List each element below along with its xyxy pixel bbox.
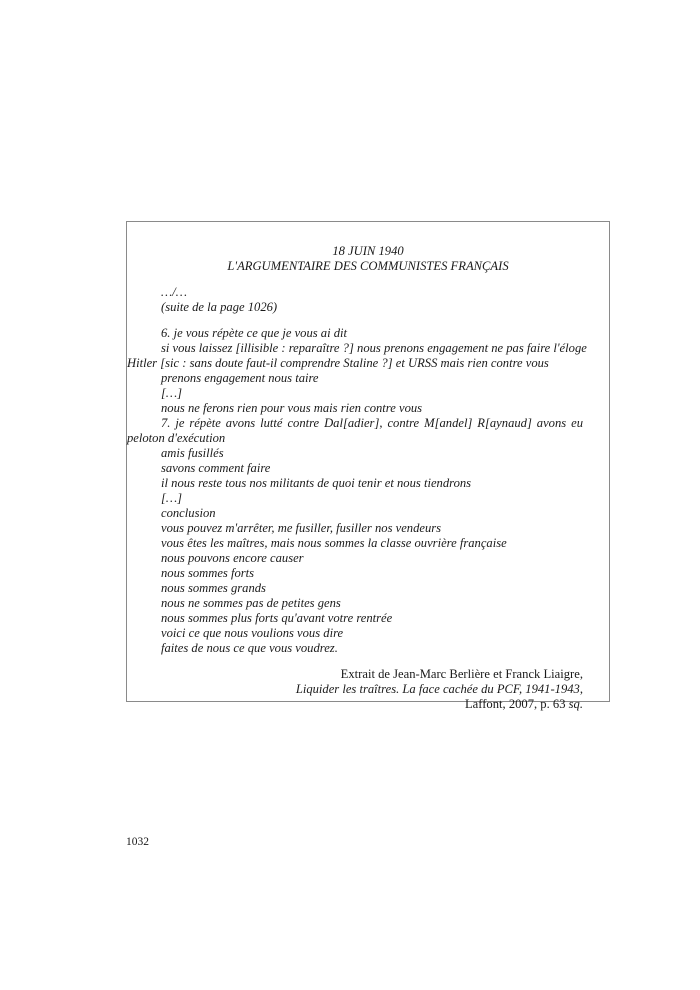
- text-line: nous ne sommes pas de petites gens: [161, 596, 341, 610]
- source-comma: ,: [579, 682, 583, 696]
- source-citation-line-2: [296, 682, 583, 697]
- text-line: amis fusillés: [161, 446, 224, 460]
- text-line: nous sommes forts: [161, 566, 255, 580]
- text-line: il nous reste tous nos militants de quoi tenir et nous tiendrons: [161, 476, 472, 490]
- text-line: vous pouvez m'arrêter, me fusiller, fusiller nos vendeurs: [161, 521, 442, 535]
- text-line: nous pouvons encore causer: [161, 551, 304, 565]
- source-citation-line-3: [465, 697, 583, 712]
- text-line: nous ne ferons rien pour vous mais rien contre vous: [161, 401, 423, 415]
- text-line: nous sommes plus forts qu'avant votre rentrée: [161, 611, 393, 625]
- continued-marker: …/…: [161, 285, 187, 299]
- text-line: […]: [161, 386, 182, 400]
- text-line: Hitler [sic : sans doute faut-il comprendre Staline ?] et URSS mais rien contre vous: [127, 356, 549, 370]
- document-date: 18 JUIN 1940: [332, 244, 404, 258]
- text-line: voici ce que nous voulions vous dire: [161, 626, 344, 640]
- text-line: prenons engagement nous taire: [161, 371, 319, 385]
- source-publisher: Laffont, 2007, p. 63: [464, 697, 569, 711]
- source-citation-line-1: Extrait de Jean-Marc Berlière et Franck Liaigre,: [340, 667, 583, 681]
- text-line: savons comment faire: [161, 461, 271, 475]
- text-line: si vous laissez [illisible : reparaître ?] nous prenons engagement ne pas faire l'éloge: [161, 341, 587, 355]
- text-line: […]: [161, 491, 182, 505]
- document-title: L'ARGUMENTAIRE DES COMMUNISTES FRANÇAIS: [227, 259, 509, 273]
- source-sq: sq.: [568, 697, 583, 711]
- source-book-title: Liquider les traîtres. La face cachée du PCF, 1941-1943: [295, 682, 580, 696]
- text-line: 6. je vous répète ce que je vous ai dit: [161, 326, 348, 340]
- document-box: [126, 221, 610, 711]
- text-line: conclusion: [161, 506, 216, 520]
- page-number: 1032: [126, 836, 149, 848]
- text-line: nous sommes grands: [161, 581, 266, 595]
- text-line: vous êtes les maîtres, mais nous sommes la classe ouvrière française: [161, 536, 507, 550]
- text-line: faites de nous ce que vous voudrez.: [161, 641, 338, 655]
- continued-from-note: (suite de la page 1026): [161, 300, 278, 314]
- text-line: 7. je répète avons lutté contre Dal[adier], contre M[andel] R[aynaud] avons eu: [161, 416, 583, 430]
- text-line: peloton d'exécution: [127, 431, 226, 445]
